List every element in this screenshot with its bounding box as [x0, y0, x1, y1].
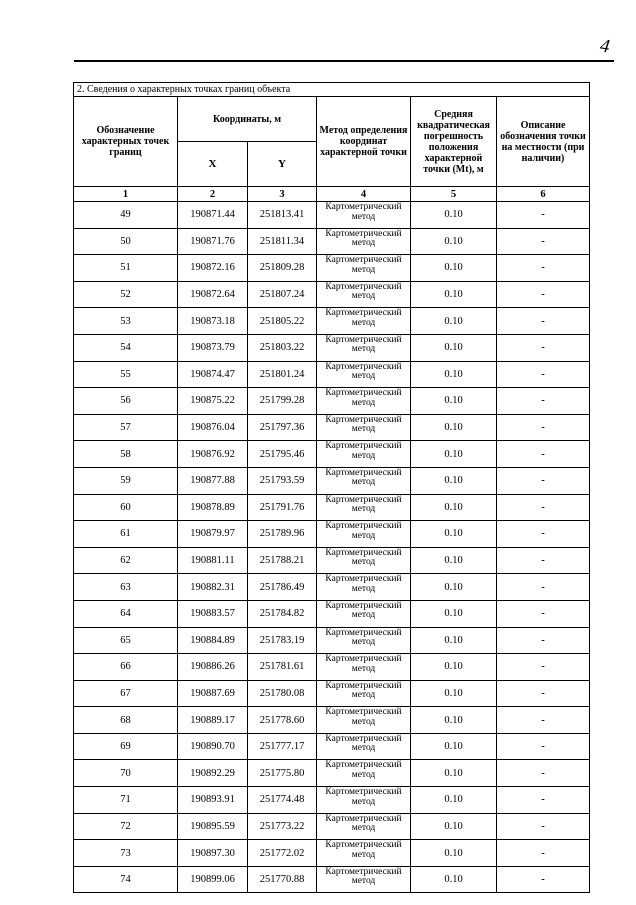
table-row: [74, 255, 590, 282]
table-row: [74, 787, 590, 814]
error-cell: 0.10: [411, 388, 497, 415]
description-cell: -: [497, 467, 590, 494]
table-row: [74, 467, 590, 494]
error-cell: 0.10: [411, 733, 497, 760]
method-cell: Картометрический метод: [317, 840, 411, 867]
description-cell: -: [497, 255, 590, 282]
table-row: [74, 627, 590, 654]
point-cell: 51: [74, 255, 178, 282]
description-cell: -: [497, 414, 590, 441]
description-cell: -: [497, 574, 590, 601]
header-method: Метод определения координат характерной точки: [317, 97, 411, 187]
header-x: X: [178, 142, 248, 187]
table-row: [74, 334, 590, 361]
description-cell: -: [497, 840, 590, 867]
error-cell: 0.10: [411, 707, 497, 734]
error-cell: 0.10: [411, 866, 497, 893]
header-error: Средняя квадратическая погрешность положения характерной точки (Mt), м: [411, 97, 497, 187]
x-coordinate-cell: 190887.69: [178, 680, 248, 707]
x-coordinate-cell: 190892.29: [178, 760, 248, 787]
table-row: [74, 760, 590, 787]
x-coordinate-cell: 190873.18: [178, 308, 248, 335]
error-cell: 0.10: [411, 627, 497, 654]
description-cell: -: [497, 334, 590, 361]
x-coordinate-cell: 190886.26: [178, 654, 248, 681]
table-row: [74, 388, 590, 415]
y-coordinate-cell: 251774.48: [248, 787, 317, 814]
point-cell: 67: [74, 680, 178, 707]
method-cell: Картометрический метод: [317, 281, 411, 308]
error-cell: 0.10: [411, 281, 497, 308]
x-coordinate-cell: 190873.79: [178, 334, 248, 361]
error-cell: 0.10: [411, 787, 497, 814]
point-cell: 58: [74, 441, 178, 468]
method-cell: Картометрический метод: [317, 467, 411, 494]
table-row: [74, 228, 590, 255]
error-cell: 0.10: [411, 308, 497, 335]
error-cell: 0.10: [411, 547, 497, 574]
x-coordinate-cell: 190882.31: [178, 574, 248, 601]
error-cell: 0.10: [411, 521, 497, 548]
description-cell: -: [497, 627, 590, 654]
method-cell: Картометрический метод: [317, 414, 411, 441]
column-number: 4: [317, 187, 411, 202]
error-cell: 0.10: [411, 760, 497, 787]
y-coordinate-cell: 251809.28: [248, 255, 317, 282]
method-cell: Картометрический метод: [317, 680, 411, 707]
table-row: [74, 840, 590, 867]
header-description: Описание обозначения точки на местности (при наличии): [497, 97, 590, 187]
error-cell: 0.10: [411, 600, 497, 627]
method-cell: Картометрический метод: [317, 308, 411, 335]
description-cell: -: [497, 361, 590, 388]
method-cell: Картометрический метод: [317, 361, 411, 388]
method-cell: Картометрический метод: [317, 654, 411, 681]
y-coordinate-cell: 251778.60: [248, 707, 317, 734]
description-cell: -: [497, 760, 590, 787]
description-cell: -: [497, 308, 590, 335]
point-cell: 52: [74, 281, 178, 308]
method-cell: Картометрический метод: [317, 441, 411, 468]
point-cell: 61: [74, 521, 178, 548]
table-row: [74, 494, 590, 521]
y-coordinate-cell: 251783.19: [248, 627, 317, 654]
table-row: [74, 813, 590, 840]
error-cell: 0.10: [411, 334, 497, 361]
table-row: [74, 654, 590, 681]
method-cell: Картометрический метод: [317, 388, 411, 415]
table-row: [74, 733, 590, 760]
error-cell: 0.10: [411, 202, 497, 229]
point-cell: 59: [74, 467, 178, 494]
method-cell: Картометрический метод: [317, 547, 411, 574]
description-cell: -: [497, 521, 590, 548]
y-coordinate-cell: 251807.24: [248, 281, 317, 308]
description-cell: -: [497, 228, 590, 255]
column-number: 3: [248, 187, 317, 202]
method-cell: Картометрический метод: [317, 521, 411, 548]
point-cell: 60: [74, 494, 178, 521]
x-coordinate-cell: 190871.76: [178, 228, 248, 255]
column-number: 2: [178, 187, 248, 202]
point-cell: 53: [74, 308, 178, 335]
y-coordinate-cell: 251793.59: [248, 467, 317, 494]
table-row: [74, 680, 590, 707]
points-table: [73, 82, 590, 893]
error-cell: 0.10: [411, 680, 497, 707]
table-row: [74, 866, 590, 893]
description-cell: -: [497, 202, 590, 229]
header-coordinates: Координаты, м: [178, 97, 317, 142]
table-row: [74, 574, 590, 601]
error-cell: 0.10: [411, 654, 497, 681]
point-cell: 64: [74, 600, 178, 627]
x-coordinate-cell: 190876.92: [178, 441, 248, 468]
point-cell: 71: [74, 787, 178, 814]
y-coordinate-cell: 251788.21: [248, 547, 317, 574]
error-cell: 0.10: [411, 467, 497, 494]
method-cell: Картометрический метод: [317, 202, 411, 229]
description-cell: -: [497, 654, 590, 681]
y-coordinate-cell: 251799.28: [248, 388, 317, 415]
description-cell: -: [497, 547, 590, 574]
column-number: 5: [411, 187, 497, 202]
error-cell: 0.10: [411, 414, 497, 441]
error-cell: 0.10: [411, 228, 497, 255]
point-cell: 55: [74, 361, 178, 388]
y-coordinate-cell: 251811.34: [248, 228, 317, 255]
method-cell: Картометрический метод: [317, 787, 411, 814]
table-row: [74, 202, 590, 229]
y-coordinate-cell: 251777.17: [248, 733, 317, 760]
point-cell: 62: [74, 547, 178, 574]
description-cell: -: [497, 281, 590, 308]
y-coordinate-cell: 251784.82: [248, 600, 317, 627]
column-number: 6: [497, 187, 590, 202]
x-coordinate-cell: 190897.30: [178, 840, 248, 867]
description-cell: -: [497, 600, 590, 627]
x-coordinate-cell: 190890.70: [178, 733, 248, 760]
point-cell: 68: [74, 707, 178, 734]
y-coordinate-cell: 251813.41: [248, 202, 317, 229]
point-cell: 74: [74, 866, 178, 893]
error-cell: 0.10: [411, 494, 497, 521]
point-cell: 66: [74, 654, 178, 681]
y-coordinate-cell: 251791.76: [248, 494, 317, 521]
section-title: 2. Сведения о характерных точках границ объекта: [74, 83, 590, 97]
x-coordinate-cell: 190889.17: [178, 707, 248, 734]
error-cell: 0.10: [411, 441, 497, 468]
point-cell: 49: [74, 202, 178, 229]
x-coordinate-cell: 190895.59: [178, 813, 248, 840]
table-row: [74, 707, 590, 734]
method-cell: Картометрический метод: [317, 574, 411, 601]
y-coordinate-cell: 251801.24: [248, 361, 317, 388]
x-coordinate-cell: 190872.64: [178, 281, 248, 308]
y-coordinate-cell: 251772.02: [248, 840, 317, 867]
description-cell: -: [497, 866, 590, 893]
table-row: [74, 281, 590, 308]
description-cell: -: [497, 494, 590, 521]
header-y: Y: [248, 142, 317, 187]
description-cell: -: [497, 787, 590, 814]
table-row: [74, 600, 590, 627]
method-cell: Картометрический метод: [317, 228, 411, 255]
table-row: [74, 414, 590, 441]
column-number-row: [74, 187, 590, 202]
point-cell: 54: [74, 334, 178, 361]
error-cell: 0.10: [411, 361, 497, 388]
x-coordinate-cell: 190884.89: [178, 627, 248, 654]
y-coordinate-cell: 251773.22: [248, 813, 317, 840]
y-coordinate-cell: 251803.22: [248, 334, 317, 361]
error-cell: 0.10: [411, 813, 497, 840]
point-cell: 57: [74, 414, 178, 441]
x-coordinate-cell: 190874.47: [178, 361, 248, 388]
description-cell: -: [497, 441, 590, 468]
method-cell: Картометрический метод: [317, 733, 411, 760]
method-cell: Картометрический метод: [317, 866, 411, 893]
point-cell: 69: [74, 733, 178, 760]
error-cell: 0.10: [411, 574, 497, 601]
column-number: 1: [74, 187, 178, 202]
method-cell: Картометрический метод: [317, 334, 411, 361]
x-coordinate-cell: 190876.04: [178, 414, 248, 441]
y-coordinate-cell: 251780.08: [248, 680, 317, 707]
error-cell: 0.10: [411, 840, 497, 867]
y-coordinate-cell: 251770.88: [248, 866, 317, 893]
point-cell: 72: [74, 813, 178, 840]
y-coordinate-cell: 251789.96: [248, 521, 317, 548]
y-coordinate-cell: 251797.36: [248, 414, 317, 441]
method-cell: Картометрический метод: [317, 255, 411, 282]
y-coordinate-cell: 251805.22: [248, 308, 317, 335]
table-row: [74, 521, 590, 548]
x-coordinate-cell: 190883.57: [178, 600, 248, 627]
method-cell: Картометрический метод: [317, 494, 411, 521]
x-coordinate-cell: 190878.89: [178, 494, 248, 521]
table-row: [74, 308, 590, 335]
y-coordinate-cell: 251775.80: [248, 760, 317, 787]
x-coordinate-cell: 190879.97: [178, 521, 248, 548]
description-cell: -: [497, 733, 590, 760]
page-number: 4: [598, 35, 611, 58]
error-cell: 0.10: [411, 255, 497, 282]
description-cell: -: [497, 388, 590, 415]
x-coordinate-cell: 190875.22: [178, 388, 248, 415]
method-cell: Картометрический метод: [317, 627, 411, 654]
x-coordinate-cell: 190871.44: [178, 202, 248, 229]
x-coordinate-cell: 190881.11: [178, 547, 248, 574]
method-cell: Картометрический метод: [317, 760, 411, 787]
point-cell: 63: [74, 574, 178, 601]
point-cell: 65: [74, 627, 178, 654]
x-coordinate-cell: 190893.91: [178, 787, 248, 814]
point-cell: 50: [74, 228, 178, 255]
point-cell: 56: [74, 388, 178, 415]
method-cell: Картометрический метод: [317, 600, 411, 627]
description-cell: -: [497, 707, 590, 734]
table-row: [74, 361, 590, 388]
method-cell: Картометрический метод: [317, 707, 411, 734]
table-row: [74, 547, 590, 574]
description-cell: -: [497, 680, 590, 707]
point-cell: 70: [74, 760, 178, 787]
y-coordinate-cell: 251795.46: [248, 441, 317, 468]
table-row: [74, 441, 590, 468]
method-cell: Картометрический метод: [317, 813, 411, 840]
x-coordinate-cell: 190899.06: [178, 866, 248, 893]
x-coordinate-cell: 190872.16: [178, 255, 248, 282]
y-coordinate-cell: 251786.49: [248, 574, 317, 601]
description-cell: -: [497, 813, 590, 840]
y-coordinate-cell: 251781.61: [248, 654, 317, 681]
header-rule: [74, 60, 614, 62]
x-coordinate-cell: 190877.88: [178, 467, 248, 494]
table-body: [74, 202, 590, 893]
point-cell: 73: [74, 840, 178, 867]
header-point: Обозначение характерных точек границ: [74, 97, 178, 187]
